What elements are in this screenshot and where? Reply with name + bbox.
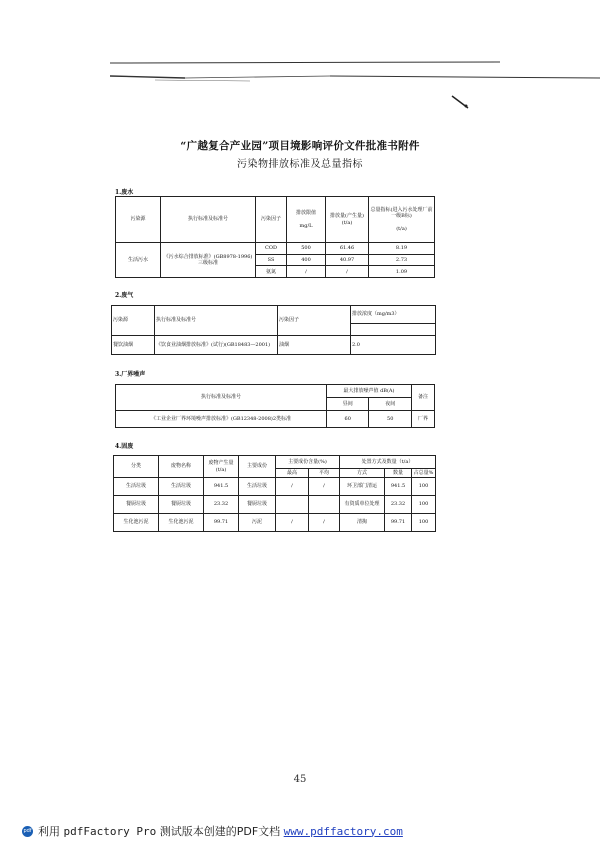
cell-composition: 餐厨垃圾 xyxy=(239,496,276,514)
footer-link[interactable]: www.pdffactory.com xyxy=(283,824,403,838)
cell-total: 2.73 xyxy=(369,254,435,266)
cell-amount: 61.46 xyxy=(326,243,369,255)
header-amount: 排放量(产生量)(t/a) xyxy=(326,197,369,243)
document-title: “广越复合产业园”项目境影响评价文件批准书附件 xyxy=(180,140,420,152)
header-note: 备注 xyxy=(412,385,435,411)
scan-marks xyxy=(0,0,600,110)
cell-quantity: 99.71 xyxy=(385,514,412,532)
noise-table xyxy=(115,384,435,428)
header-standard: 执行标准及标准号 xyxy=(155,306,278,336)
pdffactory-footer xyxy=(22,823,403,839)
solid-waste-table xyxy=(113,455,436,532)
cell-amount: 941.5 xyxy=(204,478,239,496)
cell-method: 清掏 xyxy=(340,514,385,532)
cell-class: 餐厨垃圾 xyxy=(114,496,159,514)
cell-avg: / xyxy=(309,514,340,532)
header-category: 污染源 xyxy=(116,197,161,243)
header-standard: 执行标准及标准号 xyxy=(116,385,327,411)
section-wastewater: 1.废水 xyxy=(115,189,134,196)
section-solid-waste: 4.固废 xyxy=(115,443,134,450)
document-subtitle: 污染物排放标准及总量指标 xyxy=(237,159,363,170)
cell-max xyxy=(276,496,309,514)
footer-prefix: 利用 xyxy=(38,825,60,838)
header-hazard: 主要成份含量(%) xyxy=(276,456,340,469)
cell-quantity: 23.32 xyxy=(385,496,412,514)
header-night: 夜间 xyxy=(369,398,412,411)
cell-factor: 氨氮 xyxy=(256,266,287,278)
row-value: 2.0 xyxy=(351,336,436,355)
header-max: 最高 xyxy=(276,469,309,478)
cell-max: / xyxy=(276,514,309,532)
cell-avg xyxy=(309,496,340,514)
row-source: 餐饮油烟 xyxy=(112,336,155,355)
header-source: 污染源 xyxy=(112,306,155,336)
section-noise: 3.厂界噪声 xyxy=(115,371,146,378)
header-standard: 执行标准及标准号 xyxy=(161,197,256,243)
cell-name: 生化池污泥 xyxy=(159,514,204,532)
header-disposal: 处置方式及数量（t/a） xyxy=(340,456,436,469)
cell-class: 生活垃圾 xyxy=(114,478,159,496)
row-note: 厂界 xyxy=(412,411,435,428)
header-amount: 废物产生量(t/a) xyxy=(204,456,239,478)
cell-factor: COD xyxy=(256,243,287,255)
row-day: 60 xyxy=(327,411,369,428)
cell-total: 1.09 xyxy=(369,266,435,278)
cell-composition: 生活垃圾 xyxy=(239,478,276,496)
cell-amount: 40.97 xyxy=(326,254,369,266)
cell-limit: / xyxy=(287,266,326,278)
row-standard: 《饮食业油烟排放标准》(试行)(GB18483—2001) xyxy=(155,336,278,355)
header-name: 废物名称 xyxy=(159,456,204,478)
header-max-noise: 最大排放噪声值 dB(A) xyxy=(327,385,412,398)
cell-amount: 99.71 xyxy=(204,514,239,532)
cell-total: 8.19 xyxy=(369,243,435,255)
section-wastegas: 2.废气 xyxy=(115,292,134,299)
cell-name: 餐厨垃圾 xyxy=(159,496,204,514)
header-limit: 排放限值 mg/L xyxy=(287,197,326,243)
row-standard: 《污水综合排放标准》(GB8978-1996)三级标准 xyxy=(161,243,256,278)
header-factor: 污染因子 xyxy=(256,197,287,243)
pdffactory-logo-icon: pdf xyxy=(22,826,33,837)
row-standard: 《工业企业厂界环境噪声排放标准》(GB12348-2008)2类标准 xyxy=(116,411,327,428)
header-composition: 主要成份 xyxy=(239,456,276,478)
header-concentration: 排放浓度（mg/m3） xyxy=(351,306,436,324)
cell-limit: 400 xyxy=(287,254,326,266)
cell-quantity: 941.5 xyxy=(385,478,412,496)
cell-avg: / xyxy=(309,478,340,496)
cell-composition: 污泥 xyxy=(239,514,276,532)
cell-name: 生活垃圾 xyxy=(159,478,204,496)
row-factor: 油烟 xyxy=(278,336,351,355)
footer-product: pdfFactory Pro xyxy=(63,824,157,838)
page-number: 45 xyxy=(293,774,307,785)
cell-method: 有资质单位处理 xyxy=(340,496,385,514)
row-category: 生活污水 xyxy=(116,243,161,278)
footer-middle: 测试版本创建的PDF文档 xyxy=(159,825,281,838)
cell-max: / xyxy=(276,478,309,496)
cell-percent: 100 xyxy=(412,478,436,496)
header-factor: 污染因子 xyxy=(278,306,351,336)
cell-method: 环卫部门清运 xyxy=(340,478,385,496)
header-avg: 平均 xyxy=(309,469,340,478)
header-percent: 占总量% xyxy=(412,469,436,478)
row-night: 50 xyxy=(369,411,412,428)
wastewater-table xyxy=(115,196,435,278)
cell-class: 生化池污泥 xyxy=(114,514,159,532)
header-total: 总量指标(进入污水处理厂前一级B标) (t/a) xyxy=(369,197,435,243)
wastegas-table xyxy=(111,305,436,355)
cell-percent: 100 xyxy=(412,514,436,532)
header-day: 昼间 xyxy=(327,398,369,411)
cell-limit: 500 xyxy=(287,243,326,255)
cell-amount: / xyxy=(326,266,369,278)
header-quantity: 数量 xyxy=(385,469,412,478)
header-method: 方式 xyxy=(340,469,385,478)
cell-factor: SS xyxy=(256,254,287,266)
header-class: 分类 xyxy=(114,456,159,478)
cell-amount: 23.32 xyxy=(204,496,239,514)
cell-percent: 100 xyxy=(412,496,436,514)
